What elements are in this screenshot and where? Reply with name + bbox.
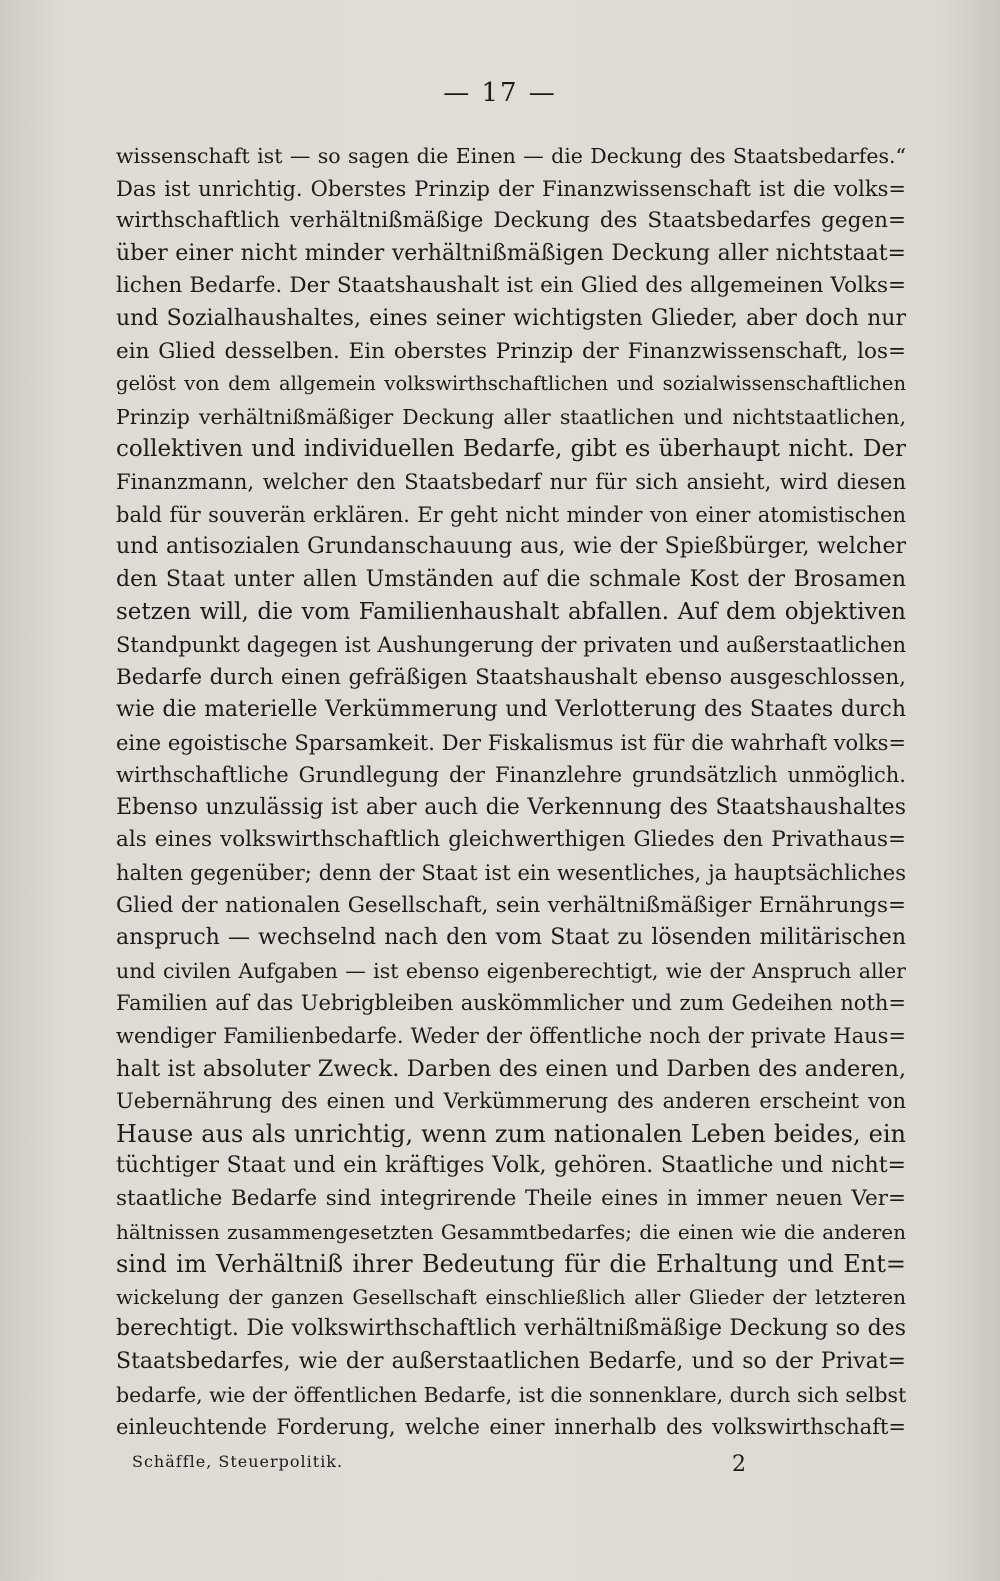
text-line: Prinzip verhältnißmäßiger Deckung aller staatlichen und nichtstaatlichen,	[116, 404, 906, 429]
text-line: Staatsbedarfes, wie der außerstaatlichen Bedarfe, und so der Privat=	[116, 1348, 906, 1374]
text-line: den Staat unter allen Umständen auf die schmale Kost der Brosamen	[116, 566, 906, 592]
text-line: wickelung der ganzen Gesellschaft einschließlich aller Glieder der letzteren	[116, 1284, 906, 1309]
text-line: Familien auf das Uebrigbleiben auskömmlicher und zum Gedeihen noth=	[116, 991, 906, 1016]
text-line: lichen Bedarfe. Der Staatshaushalt ist ein Glied des allgemeinen Volks=	[116, 273, 906, 299]
text-line: über einer nicht minder verhältnißmäßigen Deckung aller nichtstaat=	[116, 240, 906, 266]
text-line: Standpunkt dagegen ist Aushungerung der privaten und außerstaatlichen	[116, 632, 906, 657]
text-line: wirthschaftlich verhältnißmäßige Deckung des Staatsbedarfes gegen=	[116, 208, 906, 234]
text-line: Hause aus als unrichtig, wenn zum nationalen Leben beides, ein	[116, 1119, 906, 1148]
text-line: und antisozialen Grundanschauung aus, wie der Spießbürger, welcher	[116, 534, 906, 560]
text-line: und Sozialhaushaltes, eines seiner wichtigsten Glieder, aber doch nur	[116, 305, 906, 331]
text-line: halt ist absoluter Zweck. Darben des einen und Darben des anderen,	[116, 1055, 906, 1082]
text-line: wendiger Familienbedarfe. Weder der öffentliche noch der private Haus=	[116, 1024, 906, 1049]
text-line: Bedarfe durch einen gefräßigen Staatshaushalt ebenso ausgeschlossen,	[116, 664, 906, 690]
text-line: eine egoistische Sparsamkeit. Der Fiskalismus ist für die wahrhaft volks=	[116, 730, 906, 755]
page-footer	[132, 1452, 772, 1476]
text-line: halten gegenüber; denn der Staat ist ein wesentliches, ja hauptsächliches	[116, 861, 906, 886]
text-line: sind im Verhältniß ihrer Bedeutung für die Erhaltung und Ent=	[116, 1250, 906, 1279]
text-line: setzen will, die vom Familienhaushalt abfallen. Auf dem objektiven	[116, 599, 906, 626]
text-line: und civilen Aufgaben — ist ebenso eigenberechtigt, wie der Anspruch aller	[116, 958, 906, 983]
text-line: Uebernährung des einen und Verkümmerung des anderen erscheint von	[116, 1089, 906, 1114]
text-line: staatliche Bedarfe sind integrirende Theile eines in immer neuen Ver=	[116, 1186, 906, 1211]
text-line: berechtigt. Die volkswirthschaftlich verhältnißmäßige Deckung so des	[116, 1316, 906, 1342]
body-text	[116, 140, 906, 1444]
text-line: bald für souverän erklären. Er geht nicht minder von einer atomistischen	[116, 502, 906, 527]
text-line: Ebenso unzulässig ist aber auch die Verkennung des Staatshaushaltes	[116, 794, 906, 820]
text-line: collektiven und individuellen Bedarfe, gibt es überhaupt nicht. Der	[116, 436, 906, 463]
text-line: wissenschaft ist — so sagen die Einen — die Deckung des Staatsbedarfes.“	[116, 144, 906, 168]
text-line: Finanzmann, welcher den Staatsbedarf nur für sich ansieht, wird diesen	[116, 469, 906, 494]
text-line: bedarfe, wie der öffentlichen Bedarfe, ist die sonnenklare, durch sich selbst	[116, 1382, 906, 1407]
text-line: wie die materielle Verkümmerung und Verlotterung des Staates durch	[116, 697, 906, 723]
text-line: anspruch — wechselnd nach den vom Staat zu lösenden militärischen	[116, 925, 906, 951]
text-line: gelöst von dem allgemein volkswirthschaftlichen und sozialwissenschaftlichen	[116, 372, 906, 396]
text-line: tüchtiger Staat und ein kräftiges Volk, gehören. Staatliche und nicht=	[116, 1153, 906, 1179]
text-line: Glied der nationalen Gesellschaft, sein verhältnißmäßiger Ernährungs=	[116, 892, 906, 918]
footer-signature: Schäffle, Steuerpolitik.	[132, 1452, 344, 1471]
text-line: hältnissen zusammengesetzten Gesammtbedarfes; die einen wie die anderen	[116, 1219, 906, 1244]
text-line: ein Glied desselben. Ein oberstes Prinzip der Finanzwissenschaft, los=	[116, 338, 906, 364]
text-line: Das ist unrichtig. Oberstes Prinzip der Finanzwissenschaft ist die volks=	[116, 176, 906, 201]
text-line: als eines volkswirthschaftlich gleichwerthigen Gliedes den Privathaus=	[116, 827, 906, 853]
sheet-mark: 2	[732, 1452, 746, 1477]
text-line: einleuchtende Forderung, welche einer innerhalb des volkswirthschaft=	[116, 1415, 906, 1440]
text-line: wirthschaftliche Grundlegung der Finanzlehre grundsätzlich unmöglich.	[116, 763, 906, 788]
page-number: — 17 —	[443, 78, 557, 108]
